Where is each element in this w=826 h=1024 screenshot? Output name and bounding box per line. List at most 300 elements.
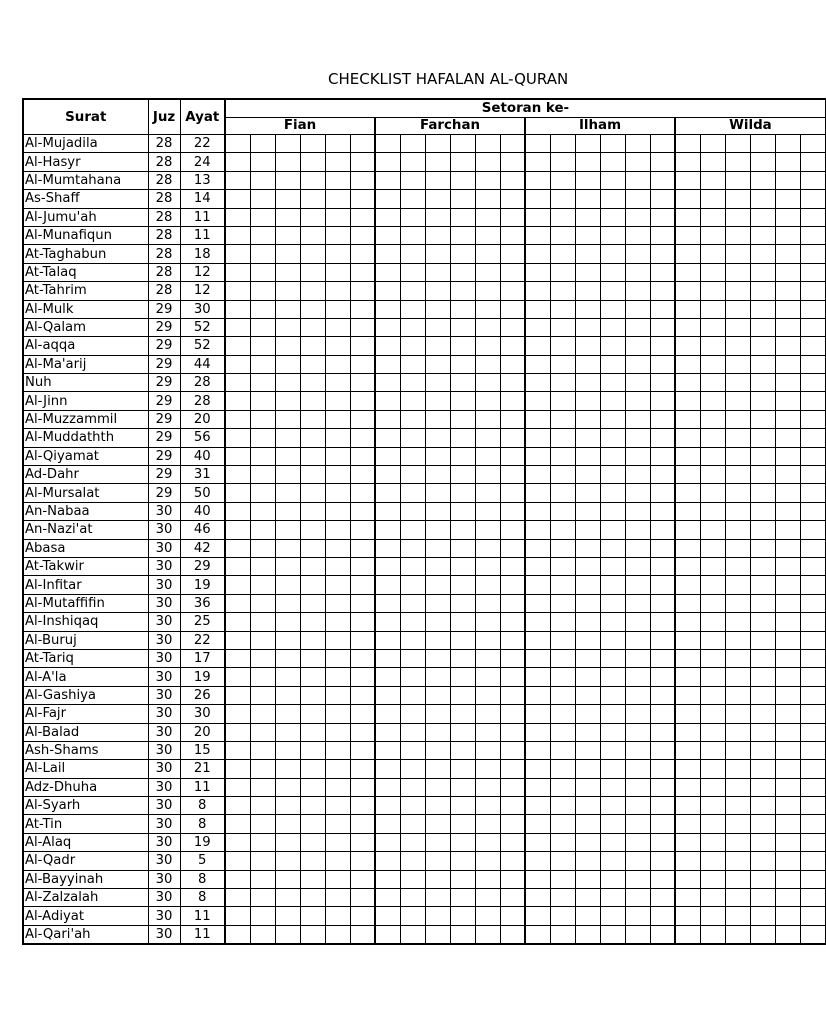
checkbox-cell[interactable] <box>525 282 550 300</box>
checkbox-cell[interactable] <box>775 355 800 373</box>
checkbox-cell[interactable] <box>275 539 300 557</box>
checkbox-cell[interactable] <box>375 557 400 575</box>
checkbox-cell[interactable] <box>775 392 800 410</box>
checkbox-cell[interactable] <box>375 594 400 612</box>
checkbox-cell[interactable] <box>275 833 300 851</box>
checkbox-cell[interactable] <box>300 355 325 373</box>
checkbox-cell[interactable] <box>375 741 400 759</box>
checkbox-cell[interactable] <box>675 594 700 612</box>
checkbox-cell[interactable] <box>625 318 650 336</box>
checkbox-cell[interactable] <box>500 282 525 300</box>
checkbox-cell[interactable] <box>375 190 400 208</box>
checkbox-cell[interactable] <box>400 410 425 428</box>
checkbox-cell[interactable] <box>525 263 550 281</box>
checkbox-cell[interactable] <box>725 245 750 263</box>
checkbox-cell[interactable] <box>775 870 800 888</box>
checkbox-cell[interactable] <box>700 171 725 189</box>
checkbox-cell[interactable] <box>475 484 500 502</box>
checkbox-cell[interactable] <box>350 318 375 336</box>
checkbox-cell[interactable] <box>675 410 700 428</box>
checkbox-cell[interactable] <box>675 337 700 355</box>
checkbox-cell[interactable] <box>725 668 750 686</box>
checkbox-cell[interactable] <box>400 815 425 833</box>
checkbox-cell[interactable] <box>475 741 500 759</box>
checkbox-cell[interactable] <box>575 925 600 944</box>
checkbox-cell[interactable] <box>475 797 500 815</box>
checkbox-cell[interactable] <box>300 171 325 189</box>
checkbox-cell[interactable] <box>425 318 450 336</box>
checkbox-cell[interactable] <box>625 686 650 704</box>
checkbox-cell[interactable] <box>625 135 650 153</box>
checkbox-cell[interactable] <box>300 502 325 520</box>
checkbox-cell[interactable] <box>600 741 625 759</box>
checkbox-cell[interactable] <box>375 852 400 870</box>
checkbox-cell[interactable] <box>800 613 825 631</box>
checkbox-cell[interactable] <box>725 171 750 189</box>
checkbox-cell[interactable] <box>750 889 775 907</box>
checkbox-cell[interactable] <box>250 852 275 870</box>
checkbox-cell[interactable] <box>750 870 775 888</box>
checkbox-cell[interactable] <box>300 300 325 318</box>
checkbox-cell[interactable] <box>550 521 575 539</box>
checkbox-cell[interactable] <box>275 870 300 888</box>
checkbox-cell[interactable] <box>250 135 275 153</box>
checkbox-cell[interactable] <box>425 760 450 778</box>
checkbox-cell[interactable] <box>775 833 800 851</box>
checkbox-cell[interactable] <box>550 355 575 373</box>
checkbox-cell[interactable] <box>475 410 500 428</box>
checkbox-cell[interactable] <box>600 484 625 502</box>
checkbox-cell[interactable] <box>500 171 525 189</box>
checkbox-cell[interactable] <box>450 466 475 484</box>
checkbox-cell[interactable] <box>475 171 500 189</box>
checkbox-cell[interactable] <box>500 852 525 870</box>
checkbox-cell[interactable] <box>525 190 550 208</box>
checkbox-cell[interactable] <box>300 741 325 759</box>
checkbox-cell[interactable] <box>675 686 700 704</box>
checkbox-cell[interactable] <box>275 135 300 153</box>
checkbox-cell[interactable] <box>575 631 600 649</box>
checkbox-cell[interactable] <box>650 226 675 244</box>
checkbox-cell[interactable] <box>375 226 400 244</box>
checkbox-cell[interactable] <box>400 576 425 594</box>
checkbox-cell[interactable] <box>425 907 450 925</box>
checkbox-cell[interactable] <box>525 171 550 189</box>
checkbox-cell[interactable] <box>525 337 550 355</box>
checkbox-cell[interactable] <box>750 631 775 649</box>
checkbox-cell[interactable] <box>700 337 725 355</box>
checkbox-cell[interactable] <box>650 631 675 649</box>
checkbox-cell[interactable] <box>450 539 475 557</box>
checkbox-cell[interactable] <box>325 925 350 944</box>
checkbox-cell[interactable] <box>775 889 800 907</box>
checkbox-cell[interactable] <box>600 760 625 778</box>
checkbox-cell[interactable] <box>450 521 475 539</box>
checkbox-cell[interactable] <box>650 594 675 612</box>
checkbox-cell[interactable] <box>225 649 250 667</box>
checkbox-cell[interactable] <box>300 429 325 447</box>
checkbox-cell[interactable] <box>350 521 375 539</box>
checkbox-cell[interactable] <box>275 484 300 502</box>
checkbox-cell[interactable] <box>325 429 350 447</box>
checkbox-cell[interactable] <box>700 153 725 171</box>
checkbox-cell[interactable] <box>625 300 650 318</box>
checkbox-cell[interactable] <box>375 686 400 704</box>
checkbox-cell[interactable] <box>275 171 300 189</box>
checkbox-cell[interactable] <box>575 502 600 520</box>
checkbox-cell[interactable] <box>250 668 275 686</box>
checkbox-cell[interactable] <box>350 226 375 244</box>
checkbox-cell[interactable] <box>775 447 800 465</box>
checkbox-cell[interactable] <box>450 502 475 520</box>
checkbox-cell[interactable] <box>500 300 525 318</box>
checkbox-cell[interactable] <box>575 374 600 392</box>
checkbox-cell[interactable] <box>450 392 475 410</box>
checkbox-cell[interactable] <box>425 466 450 484</box>
checkbox-cell[interactable] <box>225 153 250 171</box>
checkbox-cell[interactable] <box>650 613 675 631</box>
checkbox-cell[interactable] <box>475 521 500 539</box>
checkbox-cell[interactable] <box>750 263 775 281</box>
checkbox-cell[interactable] <box>625 410 650 428</box>
checkbox-cell[interactable] <box>750 907 775 925</box>
checkbox-cell[interactable] <box>725 318 750 336</box>
checkbox-cell[interactable] <box>325 870 350 888</box>
checkbox-cell[interactable] <box>700 410 725 428</box>
checkbox-cell[interactable] <box>675 226 700 244</box>
checkbox-cell[interactable] <box>325 815 350 833</box>
checkbox-cell[interactable] <box>775 815 800 833</box>
checkbox-cell[interactable] <box>800 466 825 484</box>
checkbox-cell[interactable] <box>675 521 700 539</box>
checkbox-cell[interactable] <box>800 318 825 336</box>
checkbox-cell[interactable] <box>375 907 400 925</box>
checkbox-cell[interactable] <box>250 705 275 723</box>
checkbox-cell[interactable] <box>450 797 475 815</box>
checkbox-cell[interactable] <box>500 557 525 575</box>
checkbox-cell[interactable] <box>550 263 575 281</box>
checkbox-cell[interactable] <box>350 337 375 355</box>
checkbox-cell[interactable] <box>225 318 250 336</box>
checkbox-cell[interactable] <box>775 557 800 575</box>
checkbox-cell[interactable] <box>700 833 725 851</box>
checkbox-cell[interactable] <box>450 778 475 796</box>
checkbox-cell[interactable] <box>225 778 250 796</box>
checkbox-cell[interactable] <box>550 208 575 226</box>
checkbox-cell[interactable] <box>600 521 625 539</box>
checkbox-cell[interactable] <box>675 282 700 300</box>
checkbox-cell[interactable] <box>725 557 750 575</box>
checkbox-cell[interactable] <box>800 502 825 520</box>
checkbox-cell[interactable] <box>675 668 700 686</box>
checkbox-cell[interactable] <box>275 466 300 484</box>
checkbox-cell[interactable] <box>625 907 650 925</box>
checkbox-cell[interactable] <box>425 171 450 189</box>
checkbox-cell[interactable] <box>750 153 775 171</box>
checkbox-cell[interactable] <box>575 760 600 778</box>
checkbox-cell[interactable] <box>525 484 550 502</box>
checkbox-cell[interactable] <box>575 815 600 833</box>
checkbox-cell[interactable] <box>350 282 375 300</box>
checkbox-cell[interactable] <box>425 576 450 594</box>
checkbox-cell[interactable] <box>350 723 375 741</box>
checkbox-cell[interactable] <box>475 466 500 484</box>
checkbox-cell[interactable] <box>600 245 625 263</box>
checkbox-cell[interactable] <box>675 539 700 557</box>
checkbox-cell[interactable] <box>450 723 475 741</box>
checkbox-cell[interactable] <box>400 649 425 667</box>
checkbox-cell[interactable] <box>500 337 525 355</box>
checkbox-cell[interactable] <box>250 557 275 575</box>
checkbox-cell[interactable] <box>350 263 375 281</box>
checkbox-cell[interactable] <box>800 852 825 870</box>
checkbox-cell[interactable] <box>400 300 425 318</box>
checkbox-cell[interactable] <box>600 539 625 557</box>
checkbox-cell[interactable] <box>375 521 400 539</box>
checkbox-cell[interactable] <box>325 557 350 575</box>
checkbox-cell[interactable] <box>750 705 775 723</box>
checkbox-cell[interactable] <box>225 741 250 759</box>
checkbox-cell[interactable] <box>775 410 800 428</box>
checkbox-cell[interactable] <box>550 723 575 741</box>
checkbox-cell[interactable] <box>350 429 375 447</box>
checkbox-cell[interactable] <box>425 392 450 410</box>
checkbox-cell[interactable] <box>450 594 475 612</box>
checkbox-cell[interactable] <box>600 870 625 888</box>
checkbox-cell[interactable] <box>550 705 575 723</box>
checkbox-cell[interactable] <box>375 613 400 631</box>
checkbox-cell[interactable] <box>250 447 275 465</box>
checkbox-cell[interactable] <box>650 429 675 447</box>
checkbox-cell[interactable] <box>600 429 625 447</box>
checkbox-cell[interactable] <box>525 208 550 226</box>
checkbox-cell[interactable] <box>275 208 300 226</box>
checkbox-cell[interactable] <box>700 466 725 484</box>
checkbox-cell[interactable] <box>350 374 375 392</box>
checkbox-cell[interactable] <box>550 668 575 686</box>
checkbox-cell[interactable] <box>800 557 825 575</box>
checkbox-cell[interactable] <box>350 557 375 575</box>
checkbox-cell[interactable] <box>625 171 650 189</box>
checkbox-cell[interactable] <box>350 484 375 502</box>
checkbox-cell[interactable] <box>700 502 725 520</box>
checkbox-cell[interactable] <box>600 135 625 153</box>
checkbox-cell[interactable] <box>250 318 275 336</box>
checkbox-cell[interactable] <box>450 484 475 502</box>
checkbox-cell[interactable] <box>575 870 600 888</box>
checkbox-cell[interactable] <box>575 171 600 189</box>
checkbox-cell[interactable] <box>450 190 475 208</box>
checkbox-cell[interactable] <box>500 318 525 336</box>
checkbox-cell[interactable] <box>400 557 425 575</box>
checkbox-cell[interactable] <box>375 392 400 410</box>
checkbox-cell[interactable] <box>650 300 675 318</box>
checkbox-cell[interactable] <box>600 815 625 833</box>
checkbox-cell[interactable] <box>725 135 750 153</box>
checkbox-cell[interactable] <box>525 226 550 244</box>
checkbox-cell[interactable] <box>450 447 475 465</box>
checkbox-cell[interactable] <box>500 760 525 778</box>
checkbox-cell[interactable] <box>750 466 775 484</box>
checkbox-cell[interactable] <box>325 410 350 428</box>
checkbox-cell[interactable] <box>500 631 525 649</box>
checkbox-cell[interactable] <box>600 723 625 741</box>
checkbox-cell[interactable] <box>800 208 825 226</box>
checkbox-cell[interactable] <box>500 208 525 226</box>
checkbox-cell[interactable] <box>325 337 350 355</box>
checkbox-cell[interactable] <box>650 557 675 575</box>
checkbox-cell[interactable] <box>550 907 575 925</box>
checkbox-cell[interactable] <box>525 447 550 465</box>
checkbox-cell[interactable] <box>775 245 800 263</box>
checkbox-cell[interactable] <box>675 741 700 759</box>
checkbox-cell[interactable] <box>350 208 375 226</box>
checkbox-cell[interactable] <box>550 925 575 944</box>
checkbox-cell[interactable] <box>275 907 300 925</box>
checkbox-cell[interactable] <box>750 815 775 833</box>
checkbox-cell[interactable] <box>750 668 775 686</box>
checkbox-cell[interactable] <box>350 907 375 925</box>
checkbox-cell[interactable] <box>775 135 800 153</box>
checkbox-cell[interactable] <box>550 852 575 870</box>
checkbox-cell[interactable] <box>350 631 375 649</box>
checkbox-cell[interactable] <box>250 282 275 300</box>
checkbox-cell[interactable] <box>225 263 250 281</box>
checkbox-cell[interactable] <box>700 355 725 373</box>
checkbox-cell[interactable] <box>375 760 400 778</box>
checkbox-cell[interactable] <box>475 778 500 796</box>
checkbox-cell[interactable] <box>225 374 250 392</box>
checkbox-cell[interactable] <box>475 649 500 667</box>
checkbox-cell[interactable] <box>650 484 675 502</box>
checkbox-cell[interactable] <box>325 153 350 171</box>
checkbox-cell[interactable] <box>725 208 750 226</box>
checkbox-cell[interactable] <box>725 484 750 502</box>
checkbox-cell[interactable] <box>300 521 325 539</box>
checkbox-cell[interactable] <box>800 521 825 539</box>
checkbox-cell[interactable] <box>400 760 425 778</box>
checkbox-cell[interactable] <box>300 686 325 704</box>
checkbox-cell[interactable] <box>775 723 800 741</box>
checkbox-cell[interactable] <box>475 502 500 520</box>
checkbox-cell[interactable] <box>700 631 725 649</box>
checkbox-cell[interactable] <box>400 226 425 244</box>
checkbox-cell[interactable] <box>250 723 275 741</box>
checkbox-cell[interactable] <box>700 613 725 631</box>
checkbox-cell[interactable] <box>225 907 250 925</box>
checkbox-cell[interactable] <box>225 576 250 594</box>
checkbox-cell[interactable] <box>250 539 275 557</box>
checkbox-cell[interactable] <box>250 797 275 815</box>
checkbox-cell[interactable] <box>250 649 275 667</box>
checkbox-cell[interactable] <box>650 337 675 355</box>
checkbox-cell[interactable] <box>300 631 325 649</box>
checkbox-cell[interactable] <box>400 925 425 944</box>
checkbox-cell[interactable] <box>675 705 700 723</box>
checkbox-cell[interactable] <box>225 815 250 833</box>
checkbox-cell[interactable] <box>750 208 775 226</box>
checkbox-cell[interactable] <box>800 705 825 723</box>
checkbox-cell[interactable] <box>675 613 700 631</box>
checkbox-cell[interactable] <box>625 153 650 171</box>
checkbox-cell[interactable] <box>250 392 275 410</box>
checkbox-cell[interactable] <box>275 318 300 336</box>
checkbox-cell[interactable] <box>725 337 750 355</box>
checkbox-cell[interactable] <box>350 870 375 888</box>
checkbox-cell[interactable] <box>675 649 700 667</box>
checkbox-cell[interactable] <box>750 521 775 539</box>
checkbox-cell[interactable] <box>225 852 250 870</box>
checkbox-cell[interactable] <box>275 282 300 300</box>
checkbox-cell[interactable] <box>425 686 450 704</box>
checkbox-cell[interactable] <box>325 594 350 612</box>
checkbox-cell[interactable] <box>300 135 325 153</box>
checkbox-cell[interactable] <box>550 337 575 355</box>
checkbox-cell[interactable] <box>525 741 550 759</box>
checkbox-cell[interactable] <box>800 686 825 704</box>
checkbox-cell[interactable] <box>700 815 725 833</box>
checkbox-cell[interactable] <box>725 723 750 741</box>
checkbox-cell[interactable] <box>325 318 350 336</box>
checkbox-cell[interactable] <box>325 907 350 925</box>
checkbox-cell[interactable] <box>400 429 425 447</box>
checkbox-cell[interactable] <box>750 833 775 851</box>
checkbox-cell[interactable] <box>625 245 650 263</box>
checkbox-cell[interactable] <box>775 576 800 594</box>
checkbox-cell[interactable] <box>525 705 550 723</box>
checkbox-cell[interactable] <box>275 410 300 428</box>
checkbox-cell[interactable] <box>725 925 750 944</box>
checkbox-cell[interactable] <box>575 226 600 244</box>
checkbox-cell[interactable] <box>700 686 725 704</box>
checkbox-cell[interactable] <box>725 226 750 244</box>
checkbox-cell[interactable] <box>800 153 825 171</box>
checkbox-cell[interactable] <box>575 135 600 153</box>
checkbox-cell[interactable] <box>550 833 575 851</box>
checkbox-cell[interactable] <box>525 153 550 171</box>
checkbox-cell[interactable] <box>425 245 450 263</box>
checkbox-cell[interactable] <box>525 300 550 318</box>
checkbox-cell[interactable] <box>325 797 350 815</box>
checkbox-cell[interactable] <box>475 208 500 226</box>
checkbox-cell[interactable] <box>575 410 600 428</box>
checkbox-cell[interactable] <box>225 447 250 465</box>
checkbox-cell[interactable] <box>600 649 625 667</box>
checkbox-cell[interactable] <box>650 668 675 686</box>
checkbox-cell[interactable] <box>375 723 400 741</box>
checkbox-cell[interactable] <box>475 760 500 778</box>
checkbox-cell[interactable] <box>800 226 825 244</box>
checkbox-cell[interactable] <box>325 355 350 373</box>
checkbox-cell[interactable] <box>650 723 675 741</box>
checkbox-cell[interactable] <box>750 797 775 815</box>
checkbox-cell[interactable] <box>625 208 650 226</box>
checkbox-cell[interactable] <box>500 190 525 208</box>
checkbox-cell[interactable] <box>325 889 350 907</box>
checkbox-cell[interactable] <box>475 576 500 594</box>
checkbox-cell[interactable] <box>425 613 450 631</box>
checkbox-cell[interactable] <box>300 447 325 465</box>
checkbox-cell[interactable] <box>750 502 775 520</box>
checkbox-cell[interactable] <box>575 723 600 741</box>
checkbox-cell[interactable] <box>250 410 275 428</box>
checkbox-cell[interactable] <box>500 374 525 392</box>
checkbox-cell[interactable] <box>400 539 425 557</box>
checkbox-cell[interactable] <box>350 171 375 189</box>
checkbox-cell[interactable] <box>425 557 450 575</box>
checkbox-cell[interactable] <box>775 760 800 778</box>
checkbox-cell[interactable] <box>275 521 300 539</box>
